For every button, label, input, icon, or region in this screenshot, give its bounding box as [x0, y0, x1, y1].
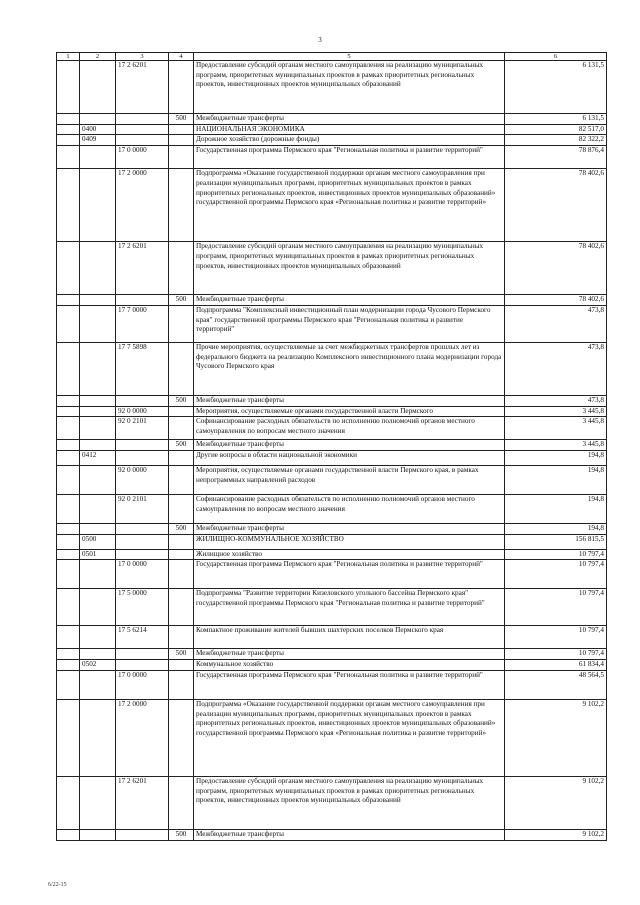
table-row — [57, 660, 607, 671]
description-cell: ЖИЛИЩНО-КОММУНАЛЬНОЕ ХОЗЯЙСТВО — [194, 534, 505, 549]
amount-cell: 78 402,6 — [505, 295, 607, 306]
expense-type-cell — [169, 589, 194, 626]
row-col1-cell — [57, 169, 80, 242]
description-cell: Подпрограмма "Комплексный инвестиционный план модернизации города Чусового Пермского края" государственной программы Пермского края "Региональная политика и развитие территорий" — [194, 305, 505, 342]
description-cell: Софинансирование расходных обязательств по исполнению полномочий органов местного самоуправления по вопросам местного значения — [194, 417, 505, 440]
section-code-cell — [80, 626, 116, 649]
section-code-cell — [80, 495, 116, 524]
amount-cell: 194,8 — [505, 451, 607, 466]
expense-type-cell — [169, 342, 194, 395]
amount-cell: 473,8 — [505, 305, 607, 342]
expense-type-cell — [169, 776, 194, 829]
amount-cell: 473,8 — [505, 395, 607, 406]
target-code-cell: 17 2 0000 — [116, 699, 169, 776]
target-code-cell — [116, 124, 169, 135]
section-code-cell: 0409 — [80, 135, 116, 146]
target-code-cell: 92 0 0000 — [116, 406, 169, 417]
description-cell: Государственная программа Пермского края "Региональная политика и развитие территорий" — [194, 560, 505, 589]
target-code-cell: 17 2 6201 — [116, 61, 169, 114]
expense-type-cell — [169, 534, 194, 549]
expense-type-cell — [169, 242, 194, 295]
amount-cell: 194,8 — [505, 495, 607, 524]
description-cell: Мероприятия, осуществляемые органами государственной власти Пермского — [194, 406, 505, 417]
amount-cell: 6 131,5 — [505, 61, 607, 114]
table-row — [57, 649, 607, 660]
description-cell: Межбюджетные трансферты — [194, 440, 505, 451]
table-row — [57, 342, 607, 395]
target-code-cell — [116, 829, 169, 840]
footer-code: 6/22-15 — [48, 882, 67, 888]
target-code-cell — [116, 395, 169, 406]
description-cell: Дорожное хозяйство (дорожные фонды) — [194, 135, 505, 146]
row-col1-cell — [57, 466, 80, 495]
target-code-cell: 17 5 0000 — [116, 589, 169, 626]
target-code-cell: 17 2 0000 — [116, 169, 169, 242]
target-code-cell — [116, 534, 169, 549]
description-cell: Государственная программа Пермского края "Региональная политика и развитие территорий" — [194, 146, 505, 169]
amount-cell: 3 445,8 — [505, 440, 607, 451]
description-cell: Межбюджетные трансферты — [194, 524, 505, 535]
expense-type-cell — [169, 660, 194, 671]
row-col1-cell — [57, 649, 80, 660]
description-cell: Межбюджетные трансферты — [194, 649, 505, 660]
row-col1-cell — [57, 524, 80, 535]
section-code-cell — [80, 776, 116, 829]
row-col1-cell — [57, 660, 80, 671]
description-cell: Другие вопросы в области национальной экономики — [194, 451, 505, 466]
target-code-cell — [116, 135, 169, 146]
description-cell: Предоставление субсидий органам местного самоуправления на реализацию муниципальных программ, приоритетных муниципальных проектов в рамках приоритетных региональных проектов, инвестиционных проектов муниципальных образований — [194, 61, 505, 114]
row-col1-cell — [57, 829, 80, 840]
amount-cell: 3 445,8 — [505, 406, 607, 417]
description-cell: Мероприятия, осуществляемые органами государственной власти Пермского края, в рамках непрограммных направлений расходов — [194, 466, 505, 495]
amount-cell: 10 797,4 — [505, 589, 607, 626]
table-row — [57, 699, 607, 776]
header-col-4: 4 — [169, 53, 194, 61]
expense-type-cell — [169, 124, 194, 135]
target-code-cell: 17 2 6201 — [116, 242, 169, 295]
table-row — [57, 466, 607, 495]
table-row — [57, 169, 607, 242]
section-code-cell — [80, 305, 116, 342]
amount-cell: 78 402,6 — [505, 242, 607, 295]
row-col1-cell — [57, 395, 80, 406]
section-code-cell — [80, 406, 116, 417]
description-cell: Подпрограмма «Оказание государственной поддержки органам местного самоуправления при реализации муниципальных программ, приоритетных муниципальных проектов в рамках приоритетных региональных проектов, инвестиционных проектов муниципальных образований» государственной программы Пермского края «Региональная политика и развитие территорий» — [194, 699, 505, 776]
row-col1-cell — [57, 61, 80, 114]
amount-cell: 473,8 — [505, 342, 607, 395]
target-code-cell — [116, 549, 169, 560]
row-col1-cell — [57, 549, 80, 560]
row-col1-cell — [57, 626, 80, 649]
expense-type-cell — [169, 549, 194, 560]
row-col1-cell — [57, 589, 80, 626]
amount-cell: 9 102,2 — [505, 776, 607, 829]
expense-type-cell: 500 — [169, 649, 194, 660]
description-cell: Подпрограмма "Развитие территории Кизеловского угольного бассейна Пермского края" государственной программы Пермского края "Региональная политика и развитие территорий" — [194, 589, 505, 626]
table-row — [57, 524, 607, 535]
description-cell: Прочие мероприятия, осуществляемые за счет межбюджетных трансфертов прошлых лет из федерального бюджета на реализацию Комплексного инвестиционного плана модернизации города Чусового Пермского края — [194, 342, 505, 395]
target-code-cell: 17 5 6214 — [116, 626, 169, 649]
section-code-cell: 0500 — [80, 534, 116, 549]
description-cell: Межбюджетные трансферты — [194, 114, 505, 125]
section-code-cell — [80, 440, 116, 451]
expense-type-cell — [169, 406, 194, 417]
row-col1-cell — [57, 534, 80, 549]
description-cell: Компактное проживание жителей бывших шахтерских поселков Пермского края — [194, 626, 505, 649]
expense-type-cell — [169, 626, 194, 649]
table-row — [57, 440, 607, 451]
expense-type-cell: 500 — [169, 295, 194, 306]
amount-cell: 9 102,2 — [505, 829, 607, 840]
page-number: 3 — [318, 36, 322, 44]
target-code-cell: 92 0 0000 — [116, 466, 169, 495]
row-col1-cell — [57, 114, 80, 125]
row-col1-cell — [57, 440, 80, 451]
amount-cell: 10 797,4 — [505, 626, 607, 649]
expense-type-cell — [169, 169, 194, 242]
table-row — [57, 451, 607, 466]
target-code-cell: 17 7 5898 — [116, 342, 169, 395]
table-body — [57, 61, 607, 841]
row-col1-cell — [57, 135, 80, 146]
expense-type-cell — [169, 135, 194, 146]
row-col1-cell — [57, 670, 80, 699]
table-row — [57, 417, 607, 440]
row-col1-cell — [57, 495, 80, 524]
expense-type-cell: 500 — [169, 395, 194, 406]
amount-cell: 6 131,5 — [505, 114, 607, 125]
section-code-cell — [80, 146, 116, 169]
expense-type-cell — [169, 305, 194, 342]
section-code-cell — [80, 829, 116, 840]
table-header-row — [57, 53, 607, 61]
section-code-cell — [80, 395, 116, 406]
table-row — [57, 534, 607, 549]
target-code-cell: 17 0 0000 — [116, 560, 169, 589]
row-col1-cell — [57, 124, 80, 135]
section-code-cell — [80, 417, 116, 440]
amount-cell: 194,8 — [505, 524, 607, 535]
table-row — [57, 114, 607, 125]
target-code-cell — [116, 114, 169, 125]
section-code-cell: 0400 — [80, 124, 116, 135]
section-code-cell — [80, 524, 116, 535]
target-code-cell — [116, 451, 169, 466]
expense-type-cell — [169, 699, 194, 776]
amount-cell: 10 797,4 — [505, 549, 607, 560]
expense-type-cell — [169, 61, 194, 114]
expense-type-cell: 500 — [169, 114, 194, 125]
section-code-cell — [80, 295, 116, 306]
row-col1-cell — [57, 305, 80, 342]
expense-type-cell: 500 — [169, 440, 194, 451]
section-code-cell — [80, 649, 116, 660]
section-code-cell: 0412 — [80, 451, 116, 466]
amount-cell: 194,8 — [505, 466, 607, 495]
amount-cell: 9 102,2 — [505, 699, 607, 776]
target-code-cell: 92 0 2101 — [116, 417, 169, 440]
target-code-cell: 17 0 0000 — [116, 670, 169, 699]
target-code-cell: 17 0 0000 — [116, 146, 169, 169]
amount-cell: 10 797,4 — [505, 649, 607, 660]
row-col1-cell — [57, 699, 80, 776]
section-code-cell — [80, 114, 116, 125]
section-code-cell — [80, 699, 116, 776]
table-row — [57, 124, 607, 135]
section-code-cell — [80, 589, 116, 626]
section-code-cell: 0502 — [80, 660, 116, 671]
row-col1-cell — [57, 776, 80, 829]
table-row — [57, 589, 607, 626]
expense-type-cell: 500 — [169, 829, 194, 840]
amount-cell: 10 797,4 — [505, 560, 607, 589]
row-col1-cell — [57, 451, 80, 466]
header-col-3: 3 — [116, 53, 169, 61]
description-cell: Межбюджетные трансферты — [194, 395, 505, 406]
expense-type-cell — [169, 466, 194, 495]
budget-table — [56, 52, 607, 841]
row-col1-cell — [57, 417, 80, 440]
expense-type-cell: 500 — [169, 524, 194, 535]
target-code-cell — [116, 440, 169, 451]
row-col1-cell — [57, 295, 80, 306]
section-code-cell: 0501 — [80, 549, 116, 560]
header-col-5: 5 — [194, 53, 505, 61]
table-row — [57, 549, 607, 560]
table-row — [57, 560, 607, 589]
expense-type-cell — [169, 495, 194, 524]
table-row — [57, 295, 607, 306]
section-code-cell — [80, 560, 116, 589]
header-col-1: 1 — [57, 53, 80, 61]
table-row — [57, 670, 607, 699]
description-cell: НАЦИОНАЛЬНАЯ ЭКОНОМИКА — [194, 124, 505, 135]
row-col1-cell — [57, 342, 80, 395]
target-code-cell: 92 0 2101 — [116, 495, 169, 524]
table-row — [57, 406, 607, 417]
table-row — [57, 146, 607, 169]
row-col1-cell — [57, 146, 80, 169]
description-cell: Государственная программа Пермского края "Региональная политика и развитие территорий" — [194, 670, 505, 699]
target-code-cell — [116, 660, 169, 671]
section-code-cell — [80, 242, 116, 295]
section-code-cell — [80, 61, 116, 114]
section-code-cell — [80, 670, 116, 699]
description-cell: Жилищное хозяйство — [194, 549, 505, 560]
header-col-2: 2 — [80, 53, 116, 61]
description-cell: Межбюджетные трансферты — [194, 829, 505, 840]
description-cell: Коммунальное хозяйство — [194, 660, 505, 671]
section-code-cell — [80, 342, 116, 395]
amount-cell: 3 445,8 — [505, 417, 607, 440]
table-row — [57, 626, 607, 649]
amount-cell: 78 402,6 — [505, 169, 607, 242]
amount-cell: 61 834,4 — [505, 660, 607, 671]
table-row — [57, 395, 607, 406]
description-cell: Предоставление субсидий органам местного самоуправления на реализацию муниципальных программ, приоритетных муниципальных проектов в рамках приоритетных региональных проектов, инвестиционных проектов муниципальных образований — [194, 242, 505, 295]
expense-type-cell — [169, 670, 194, 699]
amount-cell: 48 564,5 — [505, 670, 607, 699]
table-row — [57, 776, 607, 829]
expense-type-cell — [169, 560, 194, 589]
description-cell: Предоставление субсидий органам местного самоуправления на реализацию муниципальных программ, приоритетных муниципальных проектов в рамках приоритетных региональных проектов, инвестиционных проектов муниципальных образований — [194, 776, 505, 829]
table-row — [57, 495, 607, 524]
table-row — [57, 829, 607, 840]
row-col1-cell — [57, 406, 80, 417]
amount-cell: 82 322,2 — [505, 135, 607, 146]
row-col1-cell — [57, 242, 80, 295]
expense-type-cell — [169, 451, 194, 466]
section-code-cell — [80, 466, 116, 495]
description-cell: Софинансирование расходных обязательств по исполнению полномочий органов местного самоуправления по вопросам местного значения — [194, 495, 505, 524]
target-code-cell: 17 7 0000 — [116, 305, 169, 342]
target-code-cell — [116, 295, 169, 306]
target-code-cell — [116, 524, 169, 535]
target-code-cell — [116, 649, 169, 660]
table-row — [57, 61, 607, 114]
table-row — [57, 135, 607, 146]
description-cell: Межбюджетные трансферты — [194, 295, 505, 306]
row-col1-cell — [57, 560, 80, 589]
amount-cell: 156 815,5 — [505, 534, 607, 549]
section-code-cell — [80, 169, 116, 242]
table-row — [57, 242, 607, 295]
description-cell: Подпрограмма «Оказание государственной поддержки органам местного самоуправления при реализации муниципальных программ, приоритетных муниципальных проектов в рамках приоритетных региональных проектов, инвестиционных проектов муниципальных образований» государственной программы Пермского края «Региональная политика и развитие территорий» — [194, 169, 505, 242]
table-row — [57, 305, 607, 342]
amount-cell: 78 876,4 — [505, 146, 607, 169]
target-code-cell: 17 2 6201 — [116, 776, 169, 829]
expense-type-cell — [169, 146, 194, 169]
expense-type-cell — [169, 417, 194, 440]
header-col-6: 6 — [505, 53, 607, 61]
amount-cell: 82 517,0 — [505, 124, 607, 135]
